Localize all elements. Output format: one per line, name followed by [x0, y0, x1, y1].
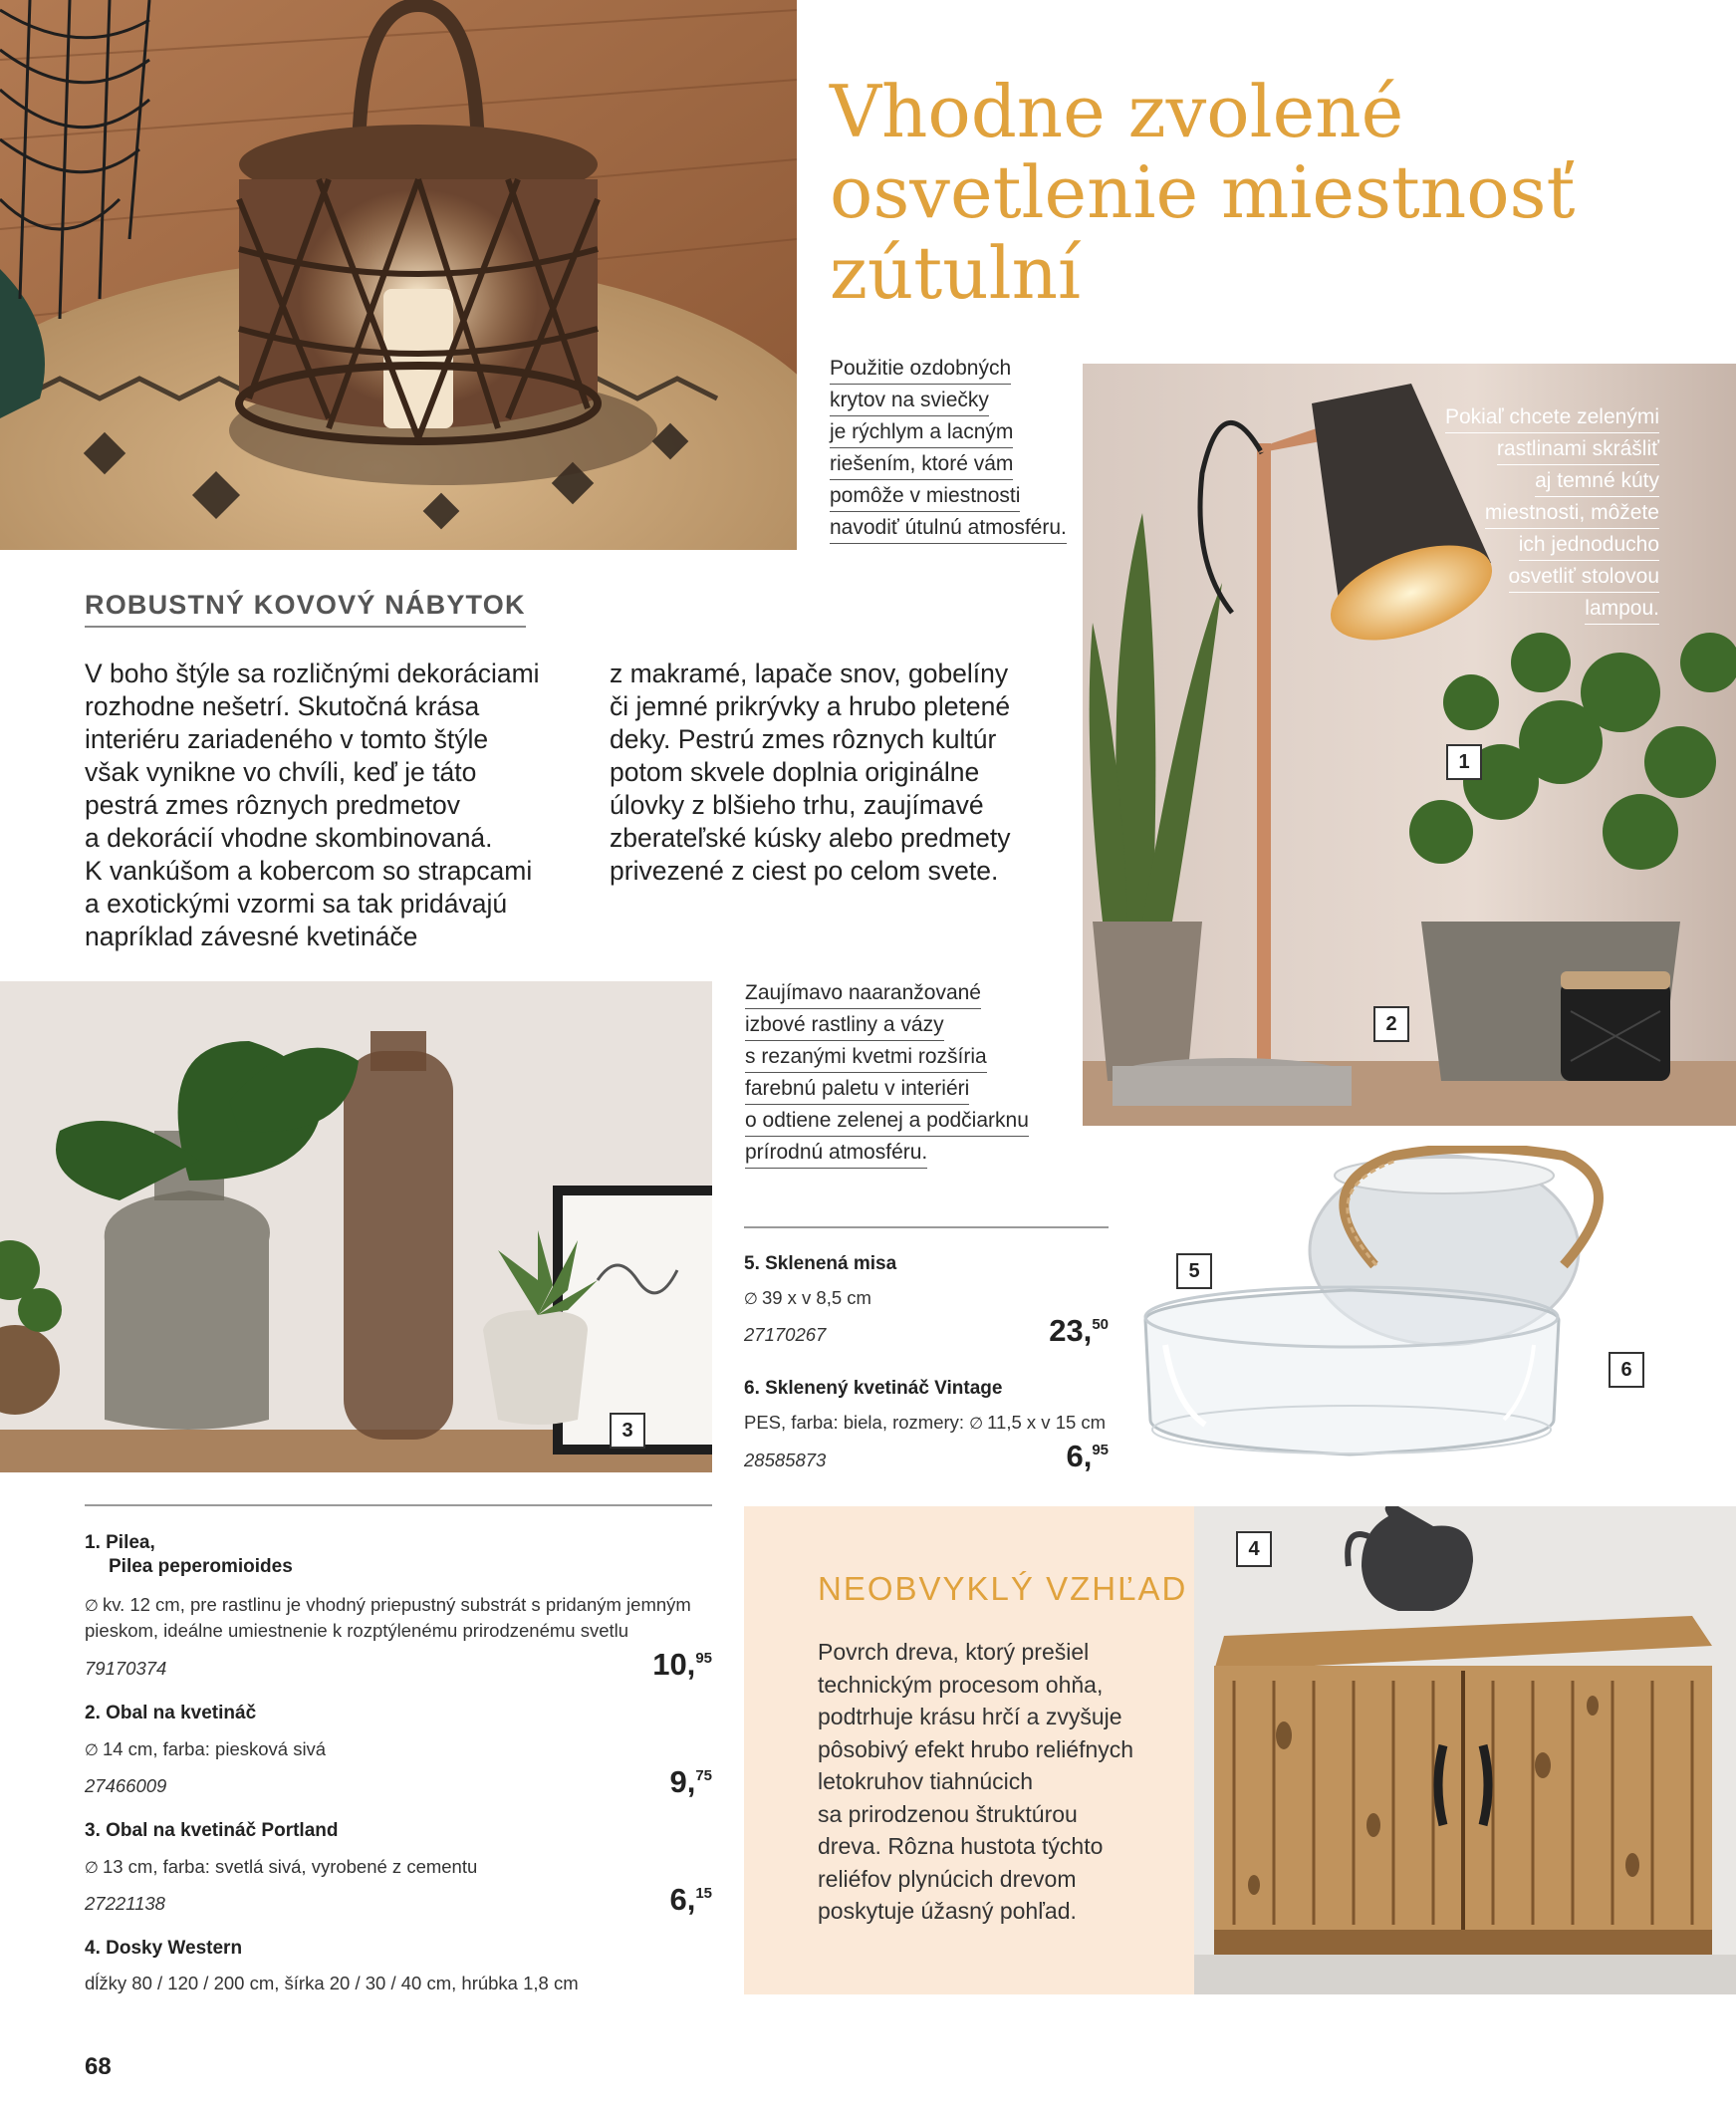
- product-2-code: 27466009: [85, 1775, 167, 1796]
- page-number: 68: [85, 2053, 112, 2080]
- caption-line: miestnosti, môžete: [1485, 497, 1659, 529]
- product-6-desc: [744, 1411, 1106, 1437]
- product-6-title: 6. Sklenený kvetináč Vintage: [744, 1378, 1003, 1399]
- caption-line: navodiť útulnú atmosféru.: [830, 512, 1067, 544]
- promo-line: pôsobivý efekt hrubo reliéfnych: [818, 1735, 1134, 1762]
- product-4-title: 4. Dosky Western: [85, 1938, 243, 1959]
- diameter-icon: ∅: [85, 1742, 99, 1759]
- body-line: V boho štýle sa rozličnými dekoráciami: [85, 659, 540, 688]
- glassware-photo: [1135, 1146, 1663, 1484]
- caption-line: je rýchlym a lacným: [830, 416, 1013, 448]
- caption-line: osvetliť stolovou: [1509, 561, 1659, 593]
- promo-line: podtrhuje krásu hrčí a zvyšuje: [818, 1704, 1122, 1729]
- headline-line-3: zútulní: [830, 231, 1082, 315]
- body-line: a dekorácií vhodne skombinovaná.: [85, 823, 493, 853]
- headline-line-1: Vhodne zvolené: [830, 70, 1404, 153]
- divider-product-list: [85, 1504, 712, 1506]
- promo-line: Povrch dreva, ktorý prešiel: [818, 1639, 1090, 1665]
- cabinet-photo: [1194, 1506, 1736, 1994]
- price-cents: 75: [695, 1767, 712, 1784]
- product-3-price: [669, 1884, 712, 1915]
- price-main: 23,: [1049, 1313, 1093, 1348]
- product-1-desc: [85, 1593, 722, 1643]
- promo-line: technickým procesom ohňa,: [818, 1671, 1104, 1698]
- product-1-title-line-2: Pilea peperomioides: [109, 1556, 293, 1577]
- caption-line: Pokiaľ chcete zelenými: [1445, 401, 1659, 433]
- caption-line: izbové rastliny a vázy: [745, 1009, 944, 1041]
- section-heading: ROBUSTNÝ KOVOVÝ NÁBYTOK: [85, 590, 526, 628]
- page-headline: [830, 72, 1706, 314]
- caption-plants: [745, 977, 1029, 1169]
- product-4-desc: dĺžky 80 / 120 / 200 cm, šírka 20 / 30 / 40 cm, hrúbka 1,8 cm: [85, 1973, 579, 1993]
- promo-line: reliéfov plynúcich drevom: [818, 1865, 1077, 1892]
- vases-photo: [0, 981, 712, 1472]
- product-6-price: [1066, 1441, 1109, 1471]
- body-line: napríklad závesné kvetináče: [85, 922, 418, 951]
- caption-line: o odtiene zelenej a podčiarknu: [745, 1105, 1029, 1137]
- badge-3: 3: [610, 1413, 645, 1449]
- price-cents: 50: [1092, 1316, 1109, 1333]
- caption-line: Zaujímavo naaranžované: [745, 977, 981, 1009]
- caption-line: prírodnú atmosféru.: [745, 1137, 927, 1169]
- body-column-1: [85, 658, 540, 953]
- product-6-desc-pre: PES, farba: biela, rozmery:: [744, 1412, 965, 1433]
- price-main: 6,: [1066, 1439, 1093, 1473]
- product-2-price: [669, 1766, 712, 1797]
- body-line: úlovky z blšieho trhu, zaujímavé: [610, 790, 984, 820]
- body-line: či jemné prikrývky a hrubo pletené: [610, 691, 1011, 721]
- product-1-title: [85, 1531, 293, 1579]
- promo-line: sa prirodzenou štruktúrou: [818, 1800, 1078, 1827]
- headline-line-2: osvetlenie miestnosť: [830, 150, 1576, 234]
- price-cents: 95: [695, 1650, 712, 1667]
- caption-line: krytov na sviečky: [830, 385, 989, 416]
- promo-line: letokruhov tiahnúcich: [818, 1768, 1034, 1794]
- caption-line: lampou.: [1585, 593, 1659, 625]
- body-line: interiéru zariadeného v tomto štýle: [85, 724, 489, 754]
- body-line: však vynikne vo chvíli, keď je táto: [85, 757, 477, 787]
- price-cents: 15: [695, 1885, 712, 1902]
- caption-lamp: [1394, 401, 1659, 625]
- product-2-dimensions: 14 cm, farba: piesková sivá: [102, 1738, 327, 1759]
- body-line: rozhodne nešetrí. Skutočná krása: [85, 691, 480, 721]
- lantern-photo: [0, 0, 797, 550]
- product-3-desc: [85, 1855, 477, 1881]
- promo-heading: NEOBVYKLÝ VZHĽAD: [818, 1570, 1188, 1607]
- product-1-code: 79170374: [85, 1658, 167, 1679]
- product-3-code: 27221138: [85, 1893, 165, 1914]
- promo-line: dreva. Rôzna hustota týchto: [818, 1833, 1104, 1859]
- body-line: potom skvele doplnia originálne: [610, 757, 980, 787]
- caption-line: Použitie ozdobných: [830, 353, 1011, 385]
- badge-2: 2: [1373, 1006, 1409, 1042]
- caption-line: ich jednoducho: [1519, 529, 1659, 561]
- diameter-icon: ∅: [744, 1291, 758, 1308]
- caption-line: rastlinami skrášliť: [1497, 433, 1659, 465]
- product-2-desc: [85, 1737, 326, 1763]
- price-cents: 95: [1092, 1442, 1109, 1458]
- price-main: 10,: [652, 1647, 696, 1682]
- caption-line: farebnú paletu v interiéri: [745, 1073, 969, 1105]
- caption-line: riešením, ktoré vám: [830, 448, 1013, 480]
- promo-line: poskytuje úžasný pohľad.: [818, 1898, 1077, 1924]
- caption-line: s rezanými kvetmi rozšíria: [745, 1041, 987, 1073]
- body-line: deky. Pestrú zmes rôznych kultúr: [610, 724, 997, 754]
- diameter-icon: ∅: [85, 1860, 99, 1877]
- product-1-desc-line-1: kv. 12 cm, pre rastlinu je vhodný priepustný substrát s pridaným jemným: [102, 1594, 691, 1615]
- badge-1: 1: [1446, 744, 1482, 780]
- product-1-title-line-1: 1. Pilea,: [85, 1532, 155, 1553]
- body-column-2: [610, 658, 1010, 888]
- price-main: 9,: [669, 1764, 696, 1799]
- body-line: z makramé, lapače snov, gobelíny: [610, 659, 1009, 688]
- badge-5: 5: [1176, 1253, 1212, 1289]
- price-main: 6,: [669, 1882, 696, 1917]
- product-2-title: 2. Obal na kvetináč: [85, 1703, 257, 1723]
- diameter-icon: ∅: [85, 1598, 99, 1615]
- diameter-icon: ∅: [969, 1416, 984, 1433]
- product-5-price: [1049, 1315, 1109, 1346]
- caption-line: pomôže v miestnosti: [830, 480, 1020, 512]
- product-5-title: 5. Sklenená misa: [744, 1253, 897, 1274]
- body-line: pestrá zmes rôznych predmetov: [85, 790, 461, 820]
- product-5-desc: [744, 1286, 871, 1312]
- product-3-dimensions: 13 cm, farba: svetlá sivá, vyrobené z cementu: [102, 1856, 478, 1877]
- divider-products-5-6: [744, 1226, 1109, 1228]
- body-line: zberateľské kúsky alebo predmety: [610, 823, 1011, 853]
- product-5-code: 27170267: [744, 1324, 827, 1345]
- body-line: a exotickými vzormi sa tak pridávajú: [85, 889, 508, 919]
- badge-6: 6: [1609, 1352, 1644, 1388]
- product-1-price: [652, 1649, 712, 1680]
- body-line: K vankúšom a kobercom so strapcami: [85, 856, 533, 886]
- caption-line: aj temné kúty: [1535, 465, 1659, 497]
- badge-4: 4: [1236, 1531, 1272, 1567]
- caption-candles: [830, 353, 1067, 544]
- product-1-desc-line-2: pieskom, ideálne umiestnenie k rozptýlenému prirodzenému svetlu: [85, 1620, 629, 1641]
- product-5-dimensions: 39 x v 8,5 cm: [761, 1287, 871, 1308]
- product-6-code: 28585873: [744, 1450, 827, 1470]
- product-3-title: 3. Obal na kvetináč Portland: [85, 1820, 339, 1841]
- product-6-dimensions: 11,5 x v 15 cm: [987, 1412, 1107, 1433]
- body-line: privezené z ciest po celom svete.: [610, 856, 999, 886]
- promo-text: [818, 1636, 1133, 1928]
